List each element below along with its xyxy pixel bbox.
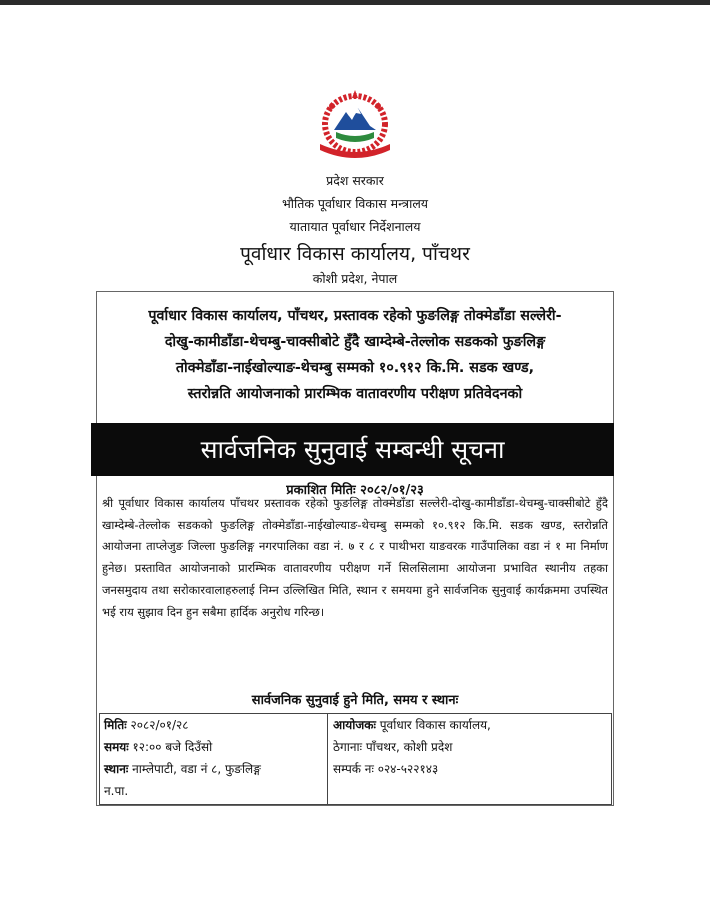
headline-line-4: स्तरोन्नति आयोजनाको प्रारम्भिक वातावरणीय परीक्षण प्रतिवेदनको [187, 386, 523, 402]
organizer-value: पूर्वाधार विकास कार्यालय, [379, 718, 491, 732]
place-label: स्थानः [104, 762, 129, 776]
directorate-label: यातायात पूर्वाधार निर्देशनालय [289, 219, 421, 234]
contact-label: सम्पर्क नः [333, 762, 374, 776]
ministry-label: भौतिक पूर्वाधार विकास मन्त्रालय [281, 196, 429, 211]
nepal-emblem-icon [312, 86, 398, 158]
notice-banner: सार्वजनिक सुनुवाई सम्बन्धी सूचना [91, 423, 614, 476]
location-label: कोशी प्रदेश, नेपाल [312, 271, 398, 286]
notice-body: श्री पूर्वाधार विकास कार्यालय पाँचथर प्रस्तावक रहेको फुङलिङ्ग तोक्मेडाँडा सल्लेरी-दोखु-कामीडाँडा-थेचम्बु-चाक्सीबोटे हुँदै खाम्देम्बे-तेल्लोक सडकको फुङलिङ्ग तोक्मेडाँडा-नाईखोल्याङ-थेचम्बु सम्मको १०.९१२ कि.मि. सडक खण्ड, स्तरोन्नति आयोजना ताप्लेजुङ जिल्ला फुङलिङ्ग नगरपालिका वडा नं. ७ र ८ र पाथीभरा याङवरक गाउँपालिका वडा नं १ मा निर्माण हुनेछ। प्रस्तावित आयोजनाको प्रारम्भिक वातावरणीय परीक्षण गर्ने सिलसिलामा आयोजना प्रभावित स्थानीय तहका जनसमुदाय तथा सरोकारवालाहरुलाई निम्न उल्लिखित मिति, स्थान र समयमा हुने सार्वजनिक सुनुवाई कार्यक्रममा उपस्थित भई राय सुझाव दिन हुन सबैमा हार्दिक अनुरोध गरिन्छ। [102, 496, 608, 619]
organizer-label: आयोजकः [333, 718, 376, 732]
headline-line-3: तोक्मेडाँडा-नाईखोल्याङ-थेचम्बु सम्मको १०.९१२ कि.मि. सडक खण्ड, [175, 360, 535, 376]
office-title: पूर्वाधार विकास कार्यालय, पाँचथर [240, 243, 470, 265]
address-label: ठेगानाः [333, 740, 363, 754]
top-bar [0, 0, 710, 5]
organizer-details [333, 714, 491, 780]
contact-value: ०२४-५२२१४३ [377, 762, 439, 776]
place-value-continued: न.पा. [104, 784, 129, 798]
hearing-info-table [99, 713, 612, 805]
government-label: प्रदेश सरकार [326, 173, 384, 188]
place-value: नाम्लेपाटी, वडा नं ८, फुङलिङ्ग [132, 762, 261, 776]
notice-headline [96, 303, 614, 407]
address-value: पाँचथर, कोशी प्रदेश [365, 740, 453, 754]
time-value: १२:०० बजे दिउँसो [132, 740, 213, 754]
headline-line-2: दोखु-कामीडाँडा-थेचम्बु-चाक्सीबोटे हुँदै खाम्देम्बे-तेल्लोक सडकको फुङलिङ्ग [164, 334, 546, 350]
hearing-title: सार्वजनिक सुनुवाई हुने मिति, समय र स्थानः [251, 693, 459, 708]
date-value: २०८२/०१/२८ [130, 718, 189, 732]
table-divider [327, 714, 328, 804]
hearing-details [104, 714, 261, 802]
date-label: मितिः [104, 718, 127, 732]
headline-line-1: पूर्वाधार विकास कार्यालय, पाँचथर, प्रस्तावक रहेको फुङलिङ्ग तोक्मेडाँडा सल्लेरी- [148, 308, 562, 324]
time-label: समयः [104, 740, 129, 754]
published-date: प्रकाशित मितिः २०८२/०१/२३ [286, 483, 424, 498]
